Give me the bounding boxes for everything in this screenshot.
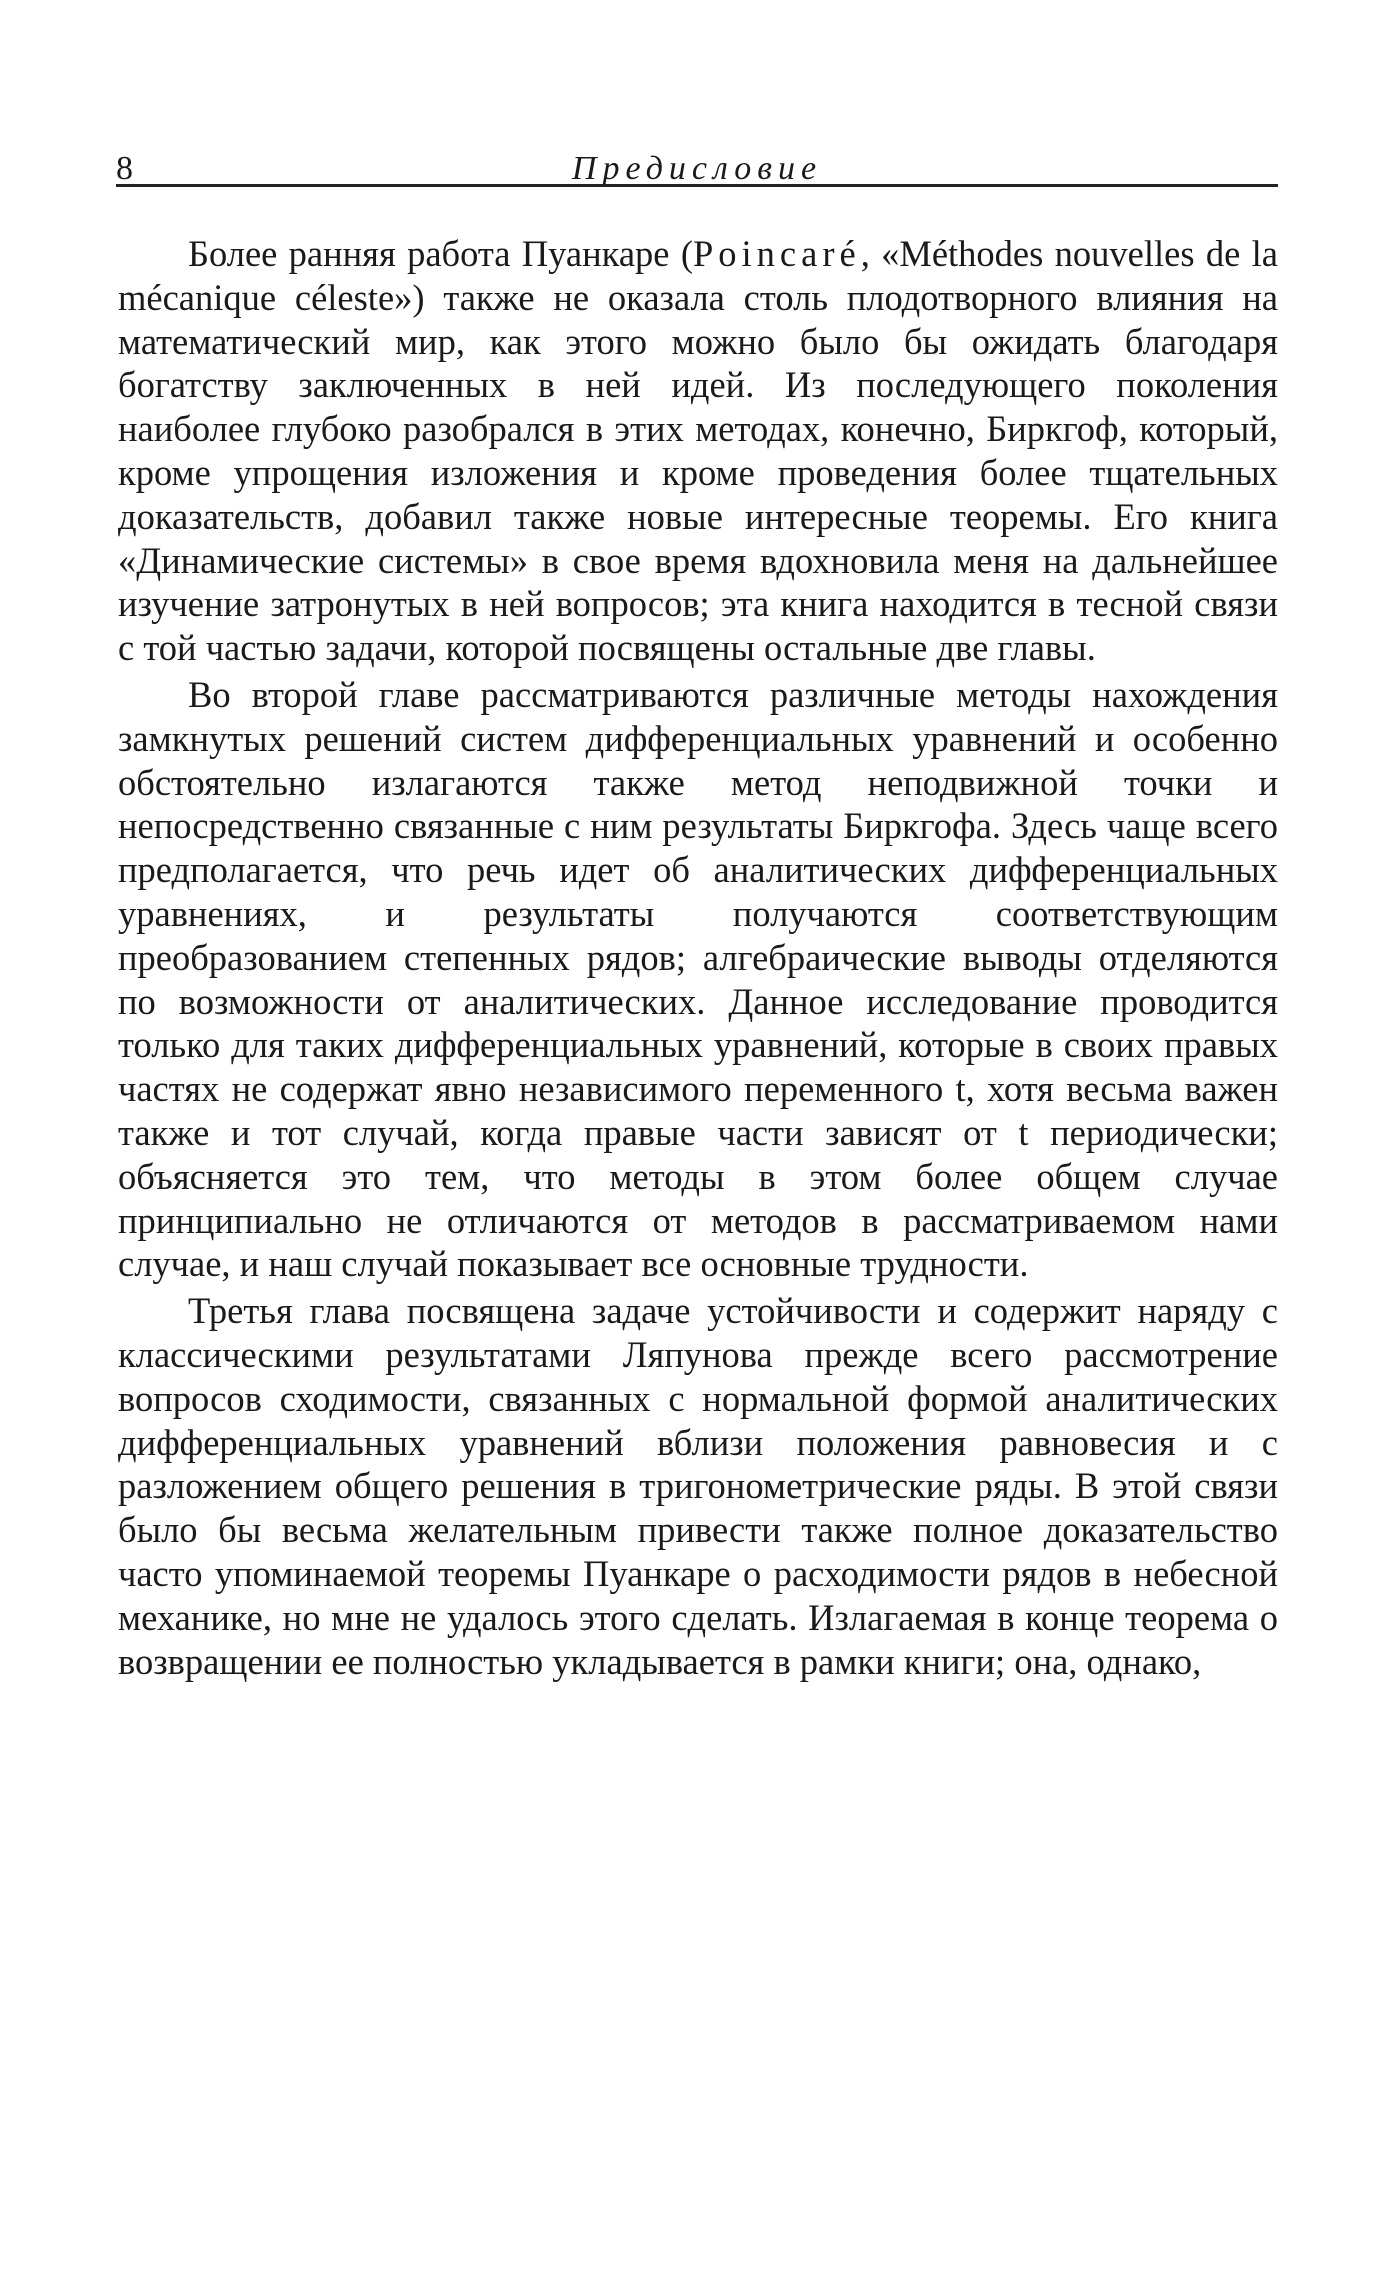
body-text: [118, 232, 1278, 1686]
header-rule: [116, 184, 1278, 187]
paragraph-1: [118, 232, 1278, 670]
paragraph-1-rest: , «Méthodes nouvelles de la mécanique céleste») также не оказала столь плодотворного влияния на математический мир, как этого можно было бы ожидать благодаря богатству заключенных в ней идей. Из последующего поколения наиболее глубоко разобрался в этих методах, конечно, Биркгоф, который, кроме упрощения изложения и кроме проведения более тщательных доказательств, добавил также новые интересные теоремы. Его книга «Динамические системы» в свое время вдохновила меня на дальнейшее изучение затронутых в ней вопросов; эта книга находится в тесной связи с той частью задачи, которой посвящены остальные две главы.: [118, 233, 1278, 669]
page-number: 8: [116, 150, 133, 187]
paragraph-2: Во второй главе рассматриваются различные методы нахождения замкнутых решений систем дифференциальных уравнений и особенно обстоятельно излагаются также метод неподвижной точки и непосредственно связанные с ним результаты Биркгофа. Здесь чаще всего предполагается, что речь идет об аналитических дифференциальных уравнениях, и результаты получаются соответствующим преобразованием степенных рядов; алгебраические выводы отделяются по возможности от аналитических. Данное исследование проводится только для таких дифференциальных уравнений, которые в своих правых частях не содержат явно независимого переменного t, хотя весьма важен также и тот случай, когда правые части зависят от t периодически; объясняется это тем, что методы в этом более общем случае принципиально не отличаются от методов в рассматриваемом нами случае, и наш случай показывает все основные трудности.: [118, 673, 1278, 1285]
running-title: Предисловие: [571, 150, 823, 187]
poincare-spaced-name: Poincaré: [692, 233, 861, 274]
paragraph-1-start: Более ранняя работа Пуанкаре (: [188, 233, 693, 274]
paragraph-3: Третья глава посвящена задаче устойчивости и содержит наряду с классическими результатами Ляпунова прежде всего рассмотрение вопросов сходимости, связанных с нормальной формой аналитических дифференциальных уравнений вблизи положения равновесия и с разложением общего решения в тригонометрические ряды. В этой связи было бы весьма желательным привести также полное доказательство часто упоминаемой теоремы Пуанкаре о расходимости рядов в небесной механике, но мне не удалось этого сделать. Излагаемая в конце теорема о возвращении ее полностью укладывается в рамки книги; она, однако,: [118, 1290, 1278, 1682]
